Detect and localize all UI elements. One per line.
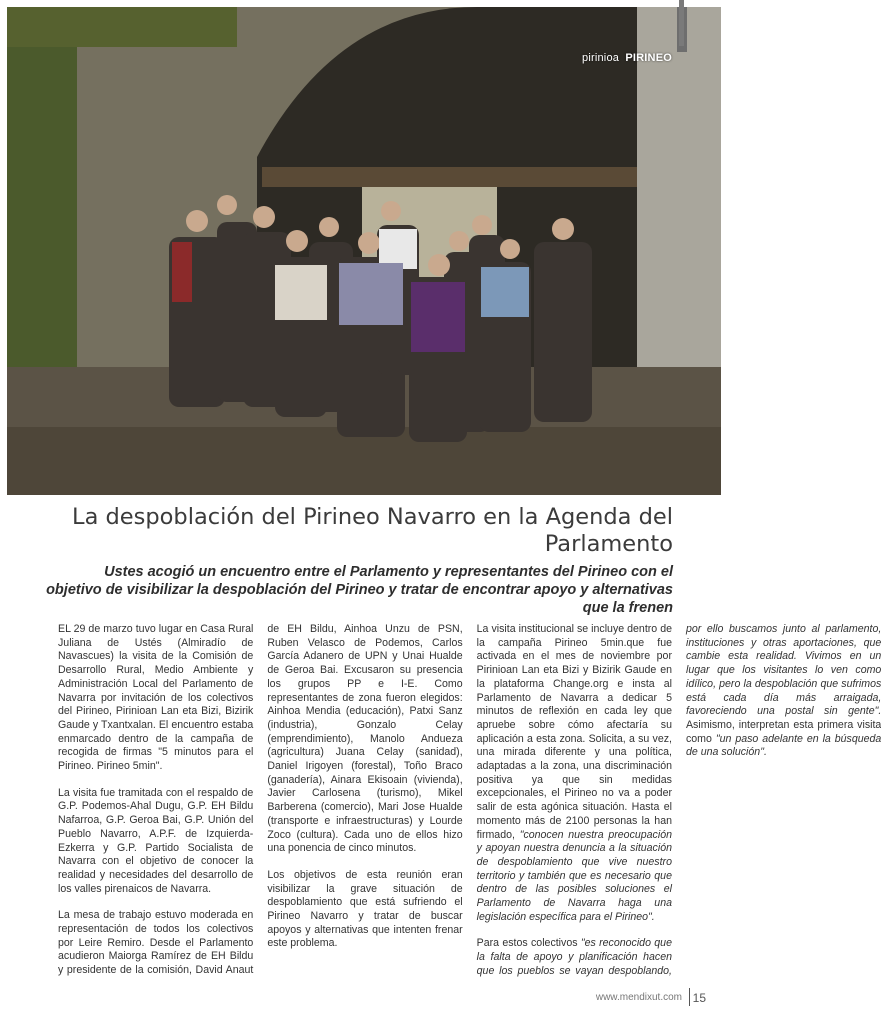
article-body — [58, 623, 881, 983]
page-number: 15 — [692, 991, 706, 1005]
body-paragraph: La mesa de trabajo estuvo moderada en representación de todos los colectivos por Leire Remiro. Desde el Parlamento acudieron Maiorga Ramírez de EH Bildu y presidente de la comisión, David Anaut de EH Bildu, Ainhoa Unzu de PSN, Ruben Velasco de Podemos, Carlos García Adanero de UPN y Unai Hualde de Geroa Bai. Excusaron su presencia los grupos PP e I-E. Como representantes de zona fueron elegidos: Ainhoa Mendia (educación), Patxi Sanz (industria), Gonzalo Celay (emprendimiento), Manolo Andueza (agricultura) Juana Celay (sanidad), Daniel Irigoyen (forestal), Toño Braco (ganadería), Ainara Ekisoain (vivienda), Javier Carlosena (turismo), Mikel Barberena (comercio), Mari Jose Hualde (transporte e infraestructuras) y Lourde Zoco (cultura). Cada uno de ellos hizo una ponencia de cinco minutos. — [58, 623, 463, 977]
body-paragraph-with-quote — [477, 623, 672, 924]
body-paragraph-text: Para estos colectivos — [476, 937, 578, 950]
section-name: PIRINEO — [625, 52, 672, 64]
body-paragraph: La visita fue tramitada con el respaldo de G.P. Podemos-Ahal Dugu, G.P. EH Bildu Nafarroa, G.P. Geroa Bai, G.P. Unión del Pueblo Navarro, A.P.F. de Izquierda-Ezkerra y G.P. Partido Socialista de Navarra con el objetivo de conocer la realidad y necesidades del desarrollo de los valles pirenaicos de Navarra. — [58, 786, 254, 895]
body-paragraph: Los objetivos de esta reunión eran visibilizar la grave situación de despoblamiento que está sufriendo el Pirineo Navarro y tratar de buscar apoyos y alternativas que intenten frenar este problema. — [267, 868, 463, 950]
footer-url[interactable]: www.mendixut.com — [595, 992, 682, 1003]
article-deck: Ustes acogió un encuentro entre el Parlamento y representantes del Pirineo con el objetivo de visibilizar la despoblación del Pirineo y tratar de encontrar apoyo y alternativas que la frenen — [46, 564, 673, 616]
pull-quote: "un paso adelante en la búsqueda de una solución". — [685, 732, 881, 759]
body-paragraph: EL 29 de marzo tuvo lugar en Casa Rural Juliana de Ustés (Almiradío de Navascues) la visita de la Comisión de Desarrollo Rural, Medio Ambiente y Administración Local del Parlamento de Navarra por invitación de los colectivos del Pirineo, Pirinioan Lan eta Bizi, Bizirik Gaude y Txantxalan. El encuentro estaba enmarcado dentro de la campaña de recogida de firmas "5 minutos para el Pirineo. Pirineo 5min". — [58, 623, 254, 773]
body-paragraph-text: Asimismo, interpretan esta primera visita como — [685, 718, 881, 745]
footer-divider — [689, 988, 690, 1006]
section-marker-bar — [679, 0, 684, 46]
section-tag — [582, 52, 672, 64]
group-photo-illustration — [7, 7, 721, 495]
article-title: La despoblación del Pirineo Navarro en la Agenda del Parlamento — [72, 504, 673, 557]
group-photo — [7, 7, 721, 495]
pull-quote: "conocen nuestra preocupación y apoyan nuestra denuncia a la situación de despoblamiento que vive nuestro territorio y también que es necesario que dentro de las posibles soluciones el Parlamento de Navarra haga una legislación específica para el Pirineo". — [476, 828, 672, 923]
pull-quote: "es reconocido que la falta de apoyo y planificación hacen que los pueblos se vayan despoblando, por ello buscamos junto al parlamento, instituciones y otras aportaciones, que cambie esta realidad. Vivimos en un lugar que los visitantes lo ven como idílico, pero la despoblación que sufrimos está cada día más arraigada, favoreciendo una postal sin gente". — [476, 623, 881, 977]
section-basque: pirinioa — [582, 52, 620, 64]
body-paragraph-text: La visita institucional se incluye dentro de la campaña Pirineo 5min.que fue activada en el mes de noviembre por Pirinioan Lan eta Bizi y Bizirik Gaude en la plataforma Change.org e insta al Parlamento de Navarra a dedicar 5 minutos de reflexión en cada ley que apruebe sobre cómo afectaría su aplicación a esta zona. Solicita, a su vez, una mirada diferente y una política, adaptadas a la zona, una discriminación positiva ya que sin medidas excepcionales, el Pirineo no va a poder salir de esta agónica situación. Hasta el momento más de 2100 personas la han firmado, — [476, 623, 672, 841]
